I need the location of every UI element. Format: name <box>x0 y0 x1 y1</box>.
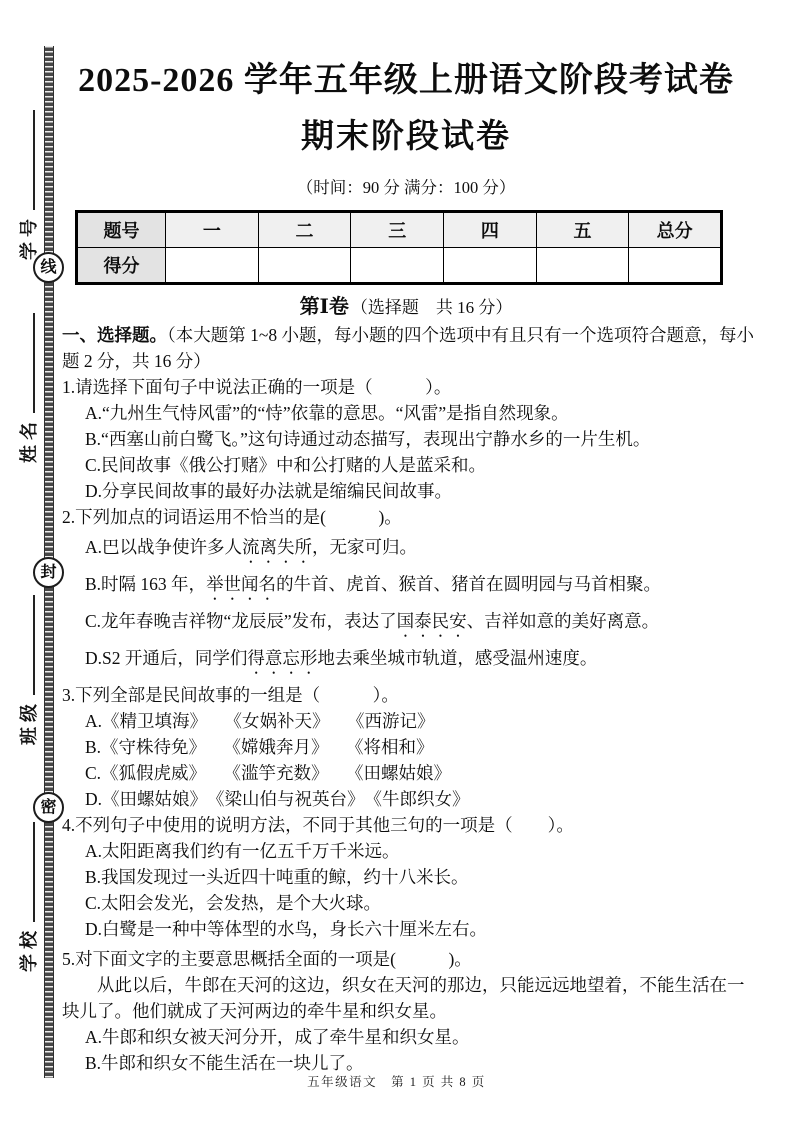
score-cell-empty <box>258 248 351 284</box>
score-cell-empty <box>444 248 537 284</box>
write-in-blank <box>29 313 35 413</box>
text-run: A.牛郎和织女被天河分开，成了牵牛星和织女星。 <box>85 1027 470 1047</box>
text-run: C.龙年春晚吉祥物“龙辰辰”发布，表达了 <box>85 611 397 631</box>
score-table-header-cell: 三 <box>351 212 444 248</box>
exam-line <box>62 645 756 678</box>
score-table-score-row <box>77 248 722 284</box>
text-run: 5.对下面文字的主要意思概括全面的一项是( )。 <box>62 949 472 969</box>
text-run: C.《狐假虎威》 《滥竽充数》 《田螺姑娘》 <box>85 763 452 783</box>
volume-title: 第Ⅰ卷 <box>299 296 349 318</box>
exam-line <box>62 838 756 864</box>
exam-line <box>62 504 756 530</box>
score-table-header-cell: 二 <box>258 212 351 248</box>
exam-line <box>62 760 756 786</box>
exam-line <box>62 786 756 812</box>
score-table-header-cell: 五 <box>536 212 629 248</box>
exam-line <box>62 946 756 972</box>
write-in-blank <box>29 110 35 210</box>
exam-line <box>62 608 756 641</box>
text-run: A.“九州生气恃风雷”的“恃”依靠的意思。“风雷”是指自然现象。 <box>85 403 569 423</box>
text-run: A.《精卫填海》 《女娲补天》 《西游记》 <box>85 711 435 731</box>
page-footer: 五年级语文 第 1 页 共 8 页 <box>307 1075 486 1089</box>
score-table-header-cell: 一 <box>166 212 259 248</box>
score-cell-empty <box>629 248 722 284</box>
exam-line <box>62 452 756 478</box>
emphasized-word: 流离失所 <box>242 537 313 557</box>
exam-line <box>62 426 756 452</box>
student-id-field <box>15 105 41 265</box>
score-cell-empty <box>536 248 629 284</box>
text-run: D.分享民间故事的最好办法就是缩编民间故事。 <box>85 481 453 501</box>
text-run: A.太阳距离我们约有一亿五千万千米远。 <box>85 841 400 861</box>
exam-time-score-meta: （时间：90 分 满分：100 分） <box>296 178 516 197</box>
exam-line <box>62 864 756 890</box>
score-table-header-cell: 总分 <box>629 212 722 248</box>
text-run: C.民间故事《俄公打赌》中和公打赌的人是蓝采和。 <box>85 455 487 475</box>
exam-line <box>62 534 756 567</box>
exam-line <box>62 571 756 604</box>
class-field <box>15 590 41 750</box>
exam-line <box>62 322 756 374</box>
emphasized-word: 国泰民安 <box>396 611 467 631</box>
text-run: ，无家可归。 <box>312 537 418 557</box>
exam-title: 2025-2026 学年五年级上册语文阶段考试卷 <box>78 62 734 99</box>
exam-line <box>62 1024 756 1050</box>
score-cell-empty <box>351 248 444 284</box>
exam-body <box>62 322 756 1076</box>
text-run: 的牛首、虎首、猴首、猪首在圆明园与马首相聚。 <box>276 574 662 594</box>
exam-line <box>62 708 756 734</box>
score-table <box>75 210 723 285</box>
score-row-label-cell: 得分 <box>77 248 166 284</box>
text-run: 从此以后，牛郎在天河的这边，织女在天河的那边，只能远远地望着，不能生活在一块儿了。他们就成了天河两边的牵牛星和织女星。 <box>62 975 745 1021</box>
volume-note: （选择题 共 16 分） <box>350 298 513 317</box>
text-run: B.时隔 163 年， <box>85 574 207 594</box>
emphasized-word: 举世闻名 <box>206 574 277 594</box>
exam-line <box>62 812 756 838</box>
text-run: B.“西塞山前白鹭飞。”这句诗通过动态描写，表现出宁静水乡的一片生机。 <box>85 429 651 449</box>
text-run: C.太阳会发光，会发热，是个大火球。 <box>85 893 382 913</box>
bold-text: 一、选择题。 <box>62 325 167 345</box>
exam-line <box>62 682 756 708</box>
write-in-blank <box>29 595 35 695</box>
text-run: 2.下列加点的词语运用不恰当的是( )。 <box>62 507 402 527</box>
seal-char-secret: 密 <box>33 792 64 823</box>
score-table-header-cell: 四 <box>444 212 537 248</box>
exam-line <box>62 734 756 760</box>
score-table-corner-cell: 题号 <box>77 212 166 248</box>
section-heading <box>58 290 754 319</box>
student-name-label: 姓名 <box>19 417 39 463</box>
text-run: 1.请选择下面句子中说法正确的一项是（ ）。 <box>62 377 452 397</box>
text-run: 地去乘坐城市轨道，感受温州速度。 <box>317 648 598 668</box>
text-run: （本大题第 1~8 小题，每小题的四个选项中有且只有一个选项符合题意，每小题 2 分，共 16 分） <box>62 325 754 371</box>
text-run: 3.下列全部是民间故事的一组是（ ）。 <box>62 685 399 705</box>
text-run: B.牛郎和织女不能生活在一块儿了。 <box>85 1053 364 1073</box>
student-id-label: 学号 <box>19 214 39 260</box>
score-cell-empty <box>166 248 259 284</box>
text-run: D.《田螺姑娘》 《梁山伯与祝英台》 《牛郎织女》 <box>85 789 470 809</box>
exam-line <box>62 916 756 942</box>
text-run: B.《守株待免》 《嫦娥奔月》 《将相和》 <box>85 737 434 757</box>
school-field <box>15 817 41 977</box>
write-in-blank <box>29 822 35 922</box>
exam-line <box>62 478 756 504</box>
school-label: 学校 <box>19 926 39 972</box>
student-name-field <box>15 308 41 468</box>
seal-char-seal: 封 <box>33 557 64 588</box>
exam-line <box>62 374 756 400</box>
exam-line <box>62 890 756 916</box>
text-run: B.我国发现过一头近四十吨重的鲸，约十八米长。 <box>85 867 469 887</box>
text-run: 4.不列句子中使用的说明方法，不同于其他三句的一项是（ ）。 <box>62 815 574 835</box>
score-table-header-row <box>77 212 722 248</box>
text-run: 、吉祥如意的美好离意。 <box>466 611 660 631</box>
seal-char-line: 线 <box>33 252 64 283</box>
class-label: 班级 <box>19 699 39 745</box>
exam-subtitle: 期末阶段试卷 <box>301 119 511 155</box>
text-run: D.白鹭是一种中等体型的水鸟，身长六十厘米左右。 <box>85 919 488 939</box>
emphasized-word: 得意忘形 <box>247 648 318 668</box>
exam-line <box>62 972 756 1024</box>
text-run: A.巴以战争使许多人 <box>85 537 243 557</box>
exam-line <box>62 400 756 426</box>
text-run: D.S2 开通后，同学们 <box>85 648 248 668</box>
